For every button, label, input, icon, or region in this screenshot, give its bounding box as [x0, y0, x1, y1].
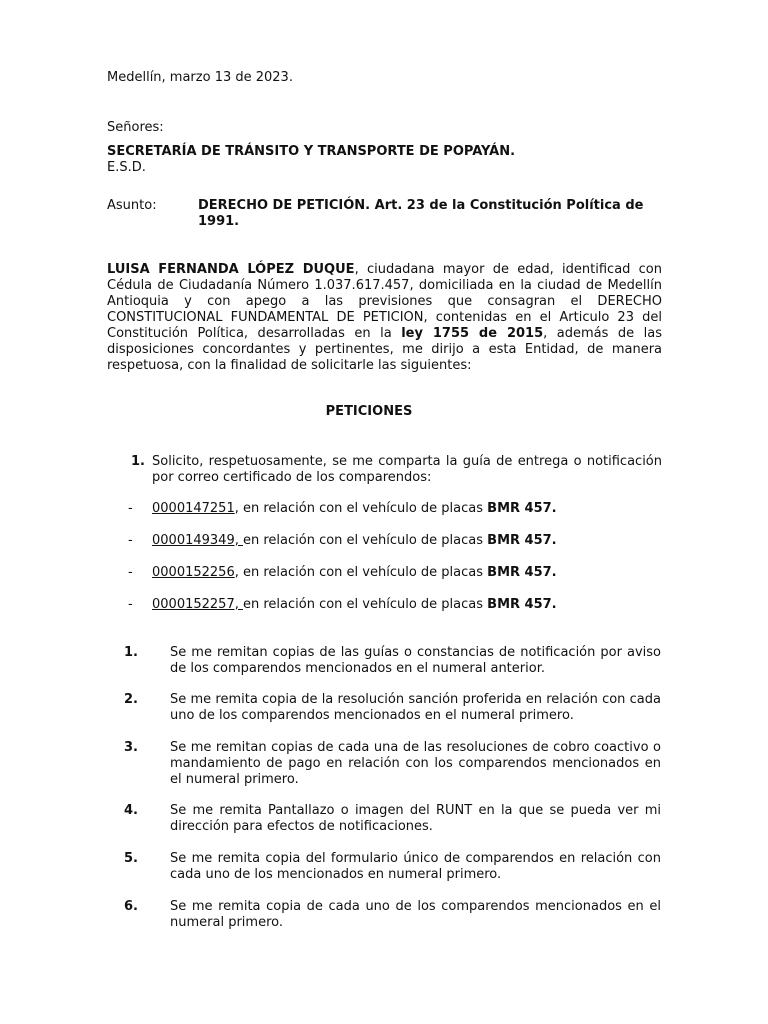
date-line: Medellín, marzo 13 de 2023. — [107, 70, 293, 85]
first-request-text: Solicito, respetuosamente, se me comparta la guía de entrega o notificación por correo certificado de los comparendos: — [152, 454, 662, 485]
request-number: 4. — [124, 803, 138, 818]
vehicle-plate: BMR 457. — [487, 533, 557, 548]
list-dash: - — [128, 597, 133, 612]
intro-text-1: , ciudadana mayor de edad, identificad con Cédula de Ciudadanía Número 1.037.617.457, domiciliada en la ciudad de Medellín Antioquia y con apego a las previsiones que consagran el DERECHO CONSTITUCIONAL FUNDAMENTAL DE PETICION, contenidas en el Articulo 23 del Constitución Política, desarrolladas en la — [107, 262, 663, 341]
comparendo-description: , en relación con el vehículo de placas — [234, 501, 488, 516]
section-title: PETICIONES — [325, 404, 413, 419]
comparendo-item — [0, 501, 768, 517]
request-number: 1. — [124, 645, 138, 660]
request-number: 2. — [124, 692, 138, 707]
list-dash: - — [128, 533, 133, 548]
request-text: Se me remita copia del formulario único de comparendos en relación con cada uno de los mencionados en numeral primero. — [170, 851, 661, 882]
law-reference: ley 1755 de 2015 — [401, 326, 544, 341]
request-number: 6. — [124, 899, 138, 914]
comparendo-code: 0000149349, — [152, 533, 243, 548]
esd-line: E.S.D. — [107, 160, 146, 175]
request-number: 3. — [124, 740, 138, 755]
subject-text: DERECHO DE PETICIÓN. Art. 23 de la Constitución Política de 1991. — [198, 198, 644, 229]
comparendo-item — [0, 597, 768, 613]
comparendo-description: en relación con el vehículo de placas — [242, 597, 488, 612]
request-number: 5. — [124, 851, 138, 866]
comparendo-description: en relación con el vehículo de placas — [242, 533, 488, 548]
request-text: Se me remita copia de la resolución sanción proferida en relación con cada uno de los comparendos mencionados en el numeral primero. — [170, 692, 661, 723]
comparendo-item — [0, 533, 768, 549]
list-dash: - — [128, 565, 133, 580]
vehicle-plate: BMR 457. — [487, 565, 557, 580]
comparendo-description: , en relación con el vehículo de placas — [234, 565, 488, 580]
recipient: SECRETARÍA DE TRÁNSITO Y TRANSPORTE DE POPAYÁN. — [107, 144, 516, 159]
first-request-number: 1. — [131, 454, 145, 469]
request-text: Se me remita copia de cada uno de los comparendos mencionados en el numeral primero. — [170, 899, 661, 930]
comparendo-code: 0000152257, — [152, 597, 243, 612]
petitioner-name: LUISA FERNANDA LÓPEZ DUQUE — [107, 262, 355, 277]
salutation: Señores: — [107, 120, 164, 135]
vehicle-plate: BMR 457. — [487, 501, 557, 516]
intro-text-2: , además de las disposiciones concordantes y pertinentes, me dirijo a esta Entidad, de manera respetuosa, con la finalidad de solicitarle las siguientes: — [107, 326, 663, 373]
request-text: Se me remitan copias de cada una de las resoluciones de cobro coactivo o mandamiento de pago en relación con los comparendos mencionados en el numeral primero. — [170, 740, 661, 787]
request-text: Se me remita Pantallazo o imagen del RUNT en la que se pueda ver mi dirección para efectos de notificaciones. — [170, 803, 661, 834]
subject-label: Asunto: — [107, 198, 157, 213]
intro-paragraph — [107, 262, 662, 374]
list-dash: - — [128, 501, 133, 516]
comparendo-code: 0000152256 — [152, 565, 235, 580]
comparendo-item — [0, 565, 768, 581]
vehicle-plate: BMR 457. — [487, 597, 557, 612]
comparendo-code: 0000147251 — [152, 501, 235, 516]
request-text: Se me remitan copias de las guías o constancias de notificación por aviso de los comparendos mencionados en el numeral anterior. — [170, 645, 661, 676]
